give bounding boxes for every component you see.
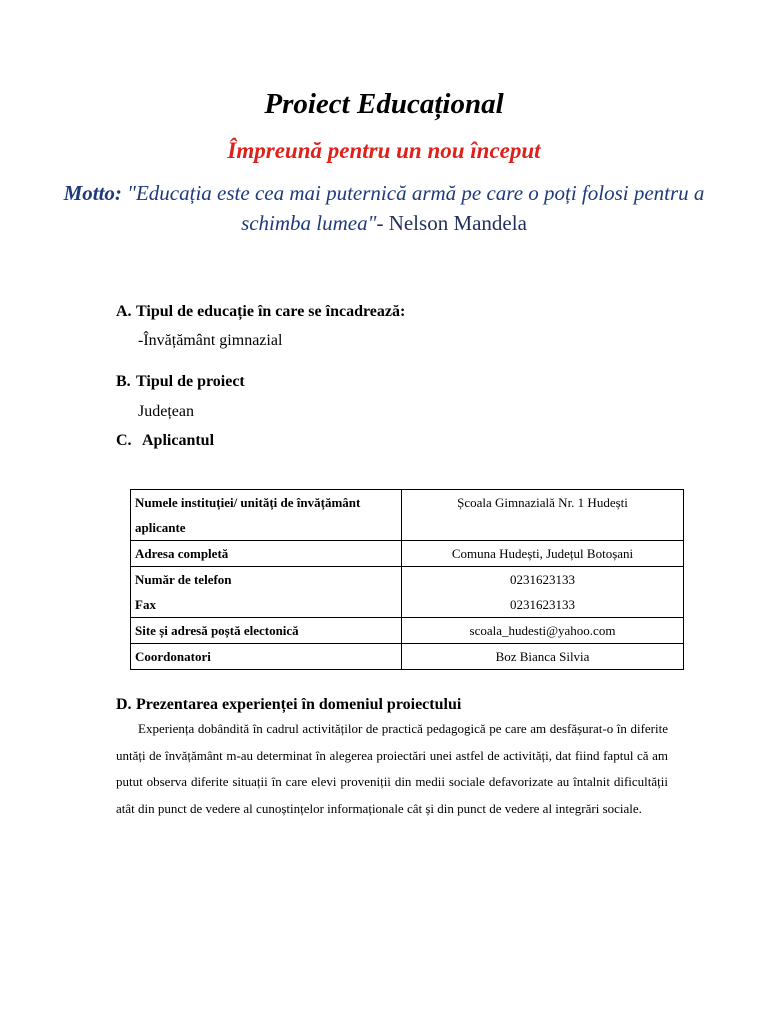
phone-fax-values [402,567,684,618]
section-c-heading [116,431,214,451]
institution-value: Școala Gimnazială Nr. 1 Hudești [402,490,684,541]
table-row [131,644,684,670]
section-a-letter: A. [116,303,132,320]
section-b-letter: B. [116,373,131,390]
table-row [131,490,684,541]
section-d-letter: D. [116,696,132,713]
section-a-value: -Învățământ gimnazial [138,332,283,349]
applicant-table [130,489,684,670]
email-label: Site și adresă poștă electonică [131,618,402,644]
address-label: Adresa completă [131,541,402,567]
motto-label: Motto: [63,181,122,205]
fax-label: Fax [135,597,156,612]
section-d-paragraph: Experiența dobândită în cadrul activităților de practică pedagogică pe care am desfășurat-o în diferite untăți de învățământ m-au determinat în alegerea proiectări unei astfel de activități, dat fiind faptul că am putut observa diferite situații în care elevi proveniții din medii sociale defavorizate au întalnit dificultății atât din punct de vedere al cunoștințelor informaționale cât și din punct de vedere al integrări sociale. [116,721,668,816]
table-row [131,567,684,618]
coordinators-label: Coordonatori [131,644,402,670]
section-b-heading [116,372,245,392]
phone-fax-labels [131,567,402,618]
institution-label: Numele instituției/ unități de învățământ aplicante [131,490,402,541]
section-d-title: Prezentarea experienței în domeniul proiectului [136,696,462,713]
motto [60,178,708,238]
section-b-value: Județean [138,403,194,420]
motto-quote: "Educația este cea mai puternică armă pe care o poți folosi pentru a schimba lumea" [127,181,705,235]
document-title: Proiect Educațional [264,88,504,120]
motto-author: - Nelson Mandela [376,211,527,235]
section-d-heading [116,695,461,715]
phone-label: Număr de telefon [135,572,232,587]
phone-value: 0231623133 [510,572,575,587]
section-b-title: Tipul de proiect [136,373,245,390]
table-row [131,618,684,644]
section-a-title: Tipul de educație în care se încadrează: [136,303,406,320]
section-a-heading [116,302,405,322]
section-c-letter: C. [116,432,132,449]
document-subtitle: Împreună pentru un nou început [227,138,541,163]
address-value: Comuna Hudești, Județul Botoșani [402,541,684,567]
email-value: scoala_hudesti@yahoo.com [402,618,684,644]
section-c-title: Aplicantul [142,432,215,449]
fax-value: 0231623133 [510,597,575,612]
table-row [131,541,684,567]
coordinators-value: Boz Bianca Silvia [402,644,684,670]
